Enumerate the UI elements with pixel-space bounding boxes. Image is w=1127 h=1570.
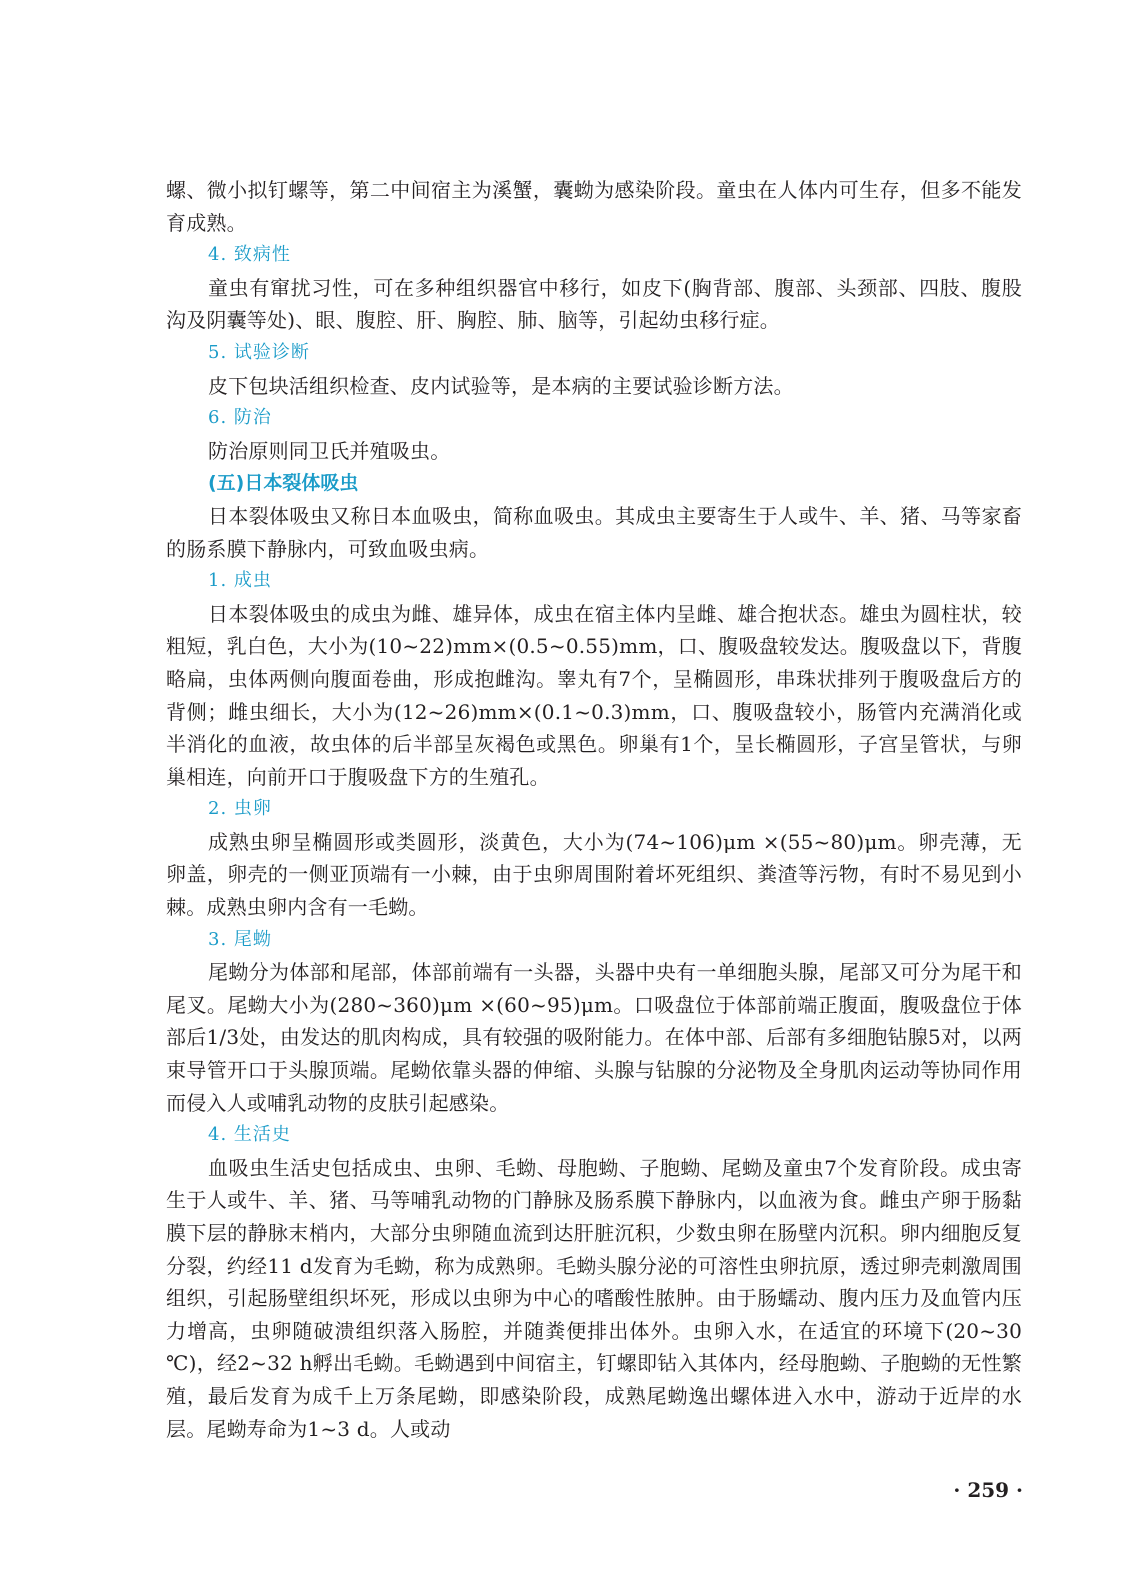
heading-cercaria: 3. 尾蚴: [208, 928, 272, 950]
paragraph-prevention: 防治原则同卫氏并殖吸虫。: [208, 438, 451, 463]
paragraph-egg: 成熟虫卵呈椭圆形或类圆形，淡黄色，大小为(74~106)μm ×(55~80)μm。卵壳薄，无卵盖，卵壳的一侧亚顶端有一小棘，由于虫卵周围附着坏死组织、粪渣等污物，有时不易见到小棘。成熟虫卵内含有一毛蚴。: [166, 829, 1022, 920]
paragraph-pathogenicity: 童虫有窜扰习性，可在多种组织器官中移行，如皮下(胸背部、腹部、头颈部、四肢、腹股沟及阴囊等处)、眼、腹腔、肝、胸腔、肺、脑等，引起幼虫移行症。: [166, 275, 1022, 333]
document-page: [166, 174, 1022, 1445]
heading-egg: 2. 虫卵: [208, 798, 272, 820]
section-heading-schistosoma: (五)日本裂体吸虫: [208, 472, 359, 495]
heading-pathogenicity: 4. 致病性: [208, 244, 291, 266]
paragraph-schistosoma-intro: 日本裂体吸虫又称日本血吸虫，简称血吸虫。其成虫主要寄生于人或牛、羊、猪、马等家畜的肠系膜下静脉内，可致血吸虫病。: [166, 503, 1022, 561]
heading-adult: 1. 成虫: [208, 570, 272, 592]
paragraph-paragonimus-hosts: 螺、微小拟钉螺等，第二中间宿主为溪蟹，囊蚴为感染阶段。童虫在人体内可生存，但多不能发育成熟。: [166, 178, 1022, 235]
paragraph-cercaria: 尾蚴分为体部和尾部，体部前端有一头器，头器中央有一单细胞头腺，尾部又可分为尾干和尾叉。尾蚴大小为(280~360)μm ×(60~95)μm。口吸盘位于体部前端正腹面，腹吸盘位于体部后1/3处，由发达的肌肉构成，具有较强的吸附能力。在体中部、后部有多细胞钻腺5对，以两束导管开口于头腺顶端。尾蚴依靠头器的伸缩、头腺与钻腺的分泌物及全身肌肉运动等协同作用而侵入人或哺乳动物的皮肤引起感染。: [166, 960, 1022, 1115]
heading-diagnosis: 5. 试验诊断: [208, 341, 310, 363]
paragraph-adult: 日本裂体吸虫的成虫为雌、雄异体，成虫在宿主体内呈雌、雄合抱状态。雄虫为圆柱状，较粗短，乳白色，大小为(10~22)mm×(0.5~0.55)mm，口、腹吸盘较发达。腹吸盘以下，背腹略扁，虫体两侧向腹面卷曲，形成抱雌沟。睾丸有7个，呈椭圆形，串珠状排列于腹吸盘后方的背侧；雌虫细长，大小为(12~26)mm×(0.1~0.3)mm，口、腹吸盘较小，肠管内充满消化或半消化的血液，故虫体的后半部呈灰褐色或黑色。卵巢有1个，呈长椭圆形，子宫呈管状，与卵巢相连，向前开口于腹吸盘下方的生殖孔。: [166, 601, 1022, 789]
heading-prevention: 6. 防治: [208, 407, 272, 429]
paragraph-diagnosis: 皮下包块活组织检查、皮内试验等，是本病的主要试验诊断方法。: [208, 373, 794, 398]
paragraph-lifecycle: 血吸虫生活史包括成虫、虫卵、毛蚴、母胞蚴、子胞蚴、尾蚴及童虫7个发育阶段。成虫寄生于人或牛、羊、猪、马等哺乳动物的门静脉及肠系膜下静脉内，以血液为食。雌虫产卵于肠黏膜下层的静脉末梢内，大部分虫卵随血流到达肝脏沉积，少数虫卵在肠壁内沉积。卵内细胞反复分裂，约经11 d发育为毛蚴，称为成熟卵。毛蚴头腺分泌的可溶性虫卵抗原，透过卵壳刺激周围组织，引起肠壁组织坏死，形成以虫卵为中心的嗜酸性脓肿。由于肠蠕动、腹内压力及血管内压力增高，虫卵随破溃组织落入肠腔，并随粪便排出体外。虫卵入水，在适宜的环境下(20~30 ℃)，经2~32 h孵出毛蚴。毛蚴遇到中间宿主，钉螺即钻入其体内，经母胞蚴、子胞蚴的无性繁殖，最后发育为成千上万条尾蚴，即感染阶段，成熟尾蚴逸出螺体进入水中，游动于近岸的水层。尾蚴寿命为1~3 d。人或动: [166, 1155, 1022, 1441]
heading-lifecycle: 4. 生活史: [208, 1124, 291, 1146]
page-number: · 259 ·: [953, 1478, 1023, 1502]
